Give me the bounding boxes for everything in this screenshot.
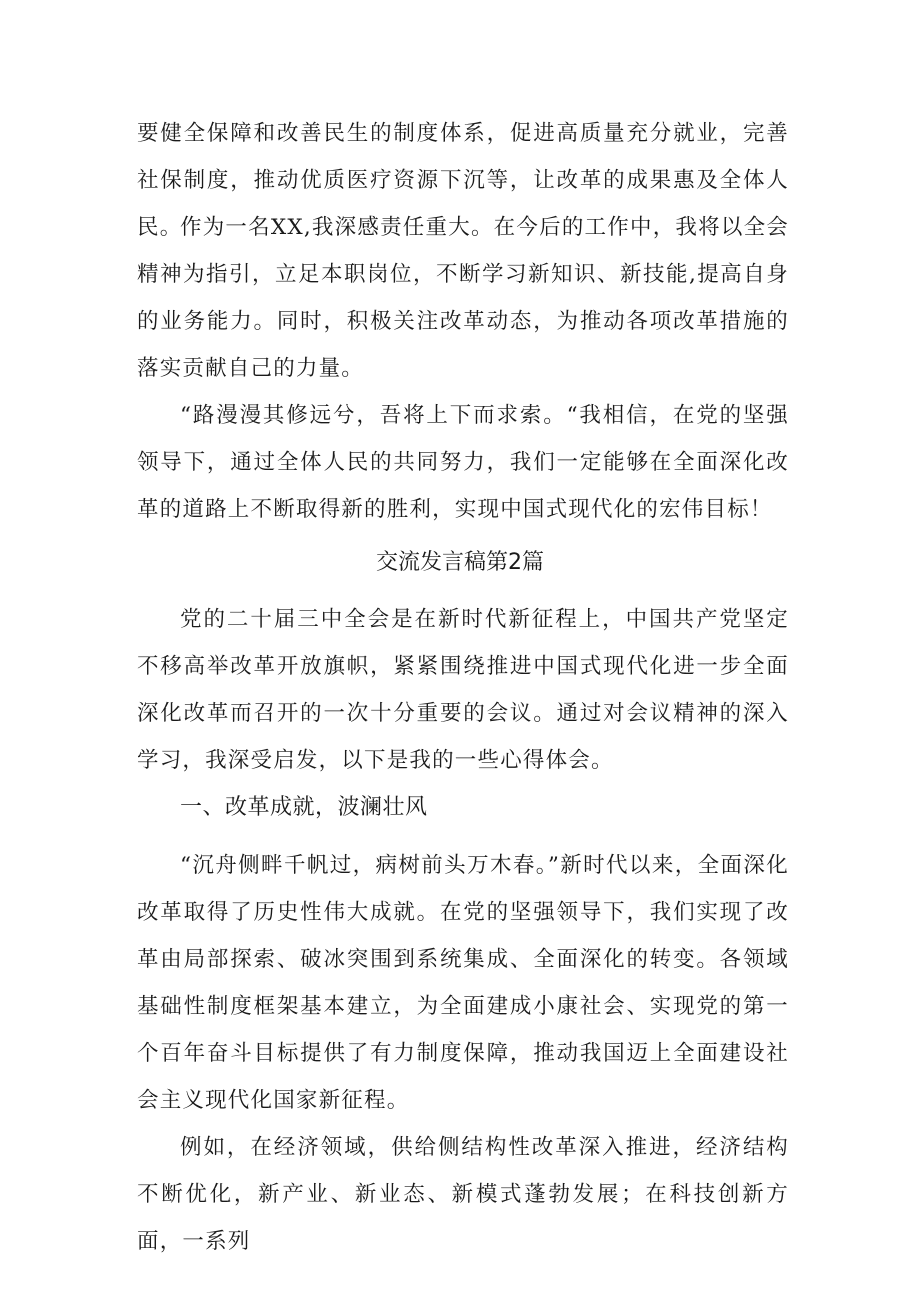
paragraph-reform-history: “沉舟侧畔千帆过，病树前头万木春。”新时代以来，全面深化改革取得了历史性伟大成就。在党的坚强领导下，我们实现了改革由局部探索、破冰突围到系统集成、全面深化的转变。各领域基础性制度框架基本建立，为全面建成小康社会、实现党的第一个百年奋斗目标提供了有力制度保障，推动我国迈上全面建设社会主义现代化国家新征程。 — [137, 853, 789, 1113]
subheading-reform-achievements: 一、改革成就，波澜壮风 — [180, 795, 428, 820]
paragraph-quote-conclusion: “路漫漫其修远兮，吾将上下而求索。“我相信，在党的坚强领导下，通过全体人民的共同努力，我们一定能够在全面深化改革的道路上不断取得新的胜利，实现中国式现代化的宏伟目标！ — [137, 403, 789, 522]
paragraph-section-intro: 党的二十届三中全会是在新时代新征程上，中国共产党坚定不移高举改革开放旗帜，紧紧围绕推进中国式现代化进一步全面深化改革而召开的一次十分重要的会议。通过对会议精神的深入学习，我深受启发，以下是我的一些心得体会。 — [137, 607, 789, 773]
section-title: 交流发言稿第2篇 — [376, 550, 544, 575]
paragraph-personal-responsibility: 作为一名XX,我深感责任重大。在今后的工作中，我将以全会精神为指引，立足本职岗位，不断学习新知识、新技能,提高自身的业务能力。同时，积极关注改革动态，为推动各项改革措施的落实贡献自己的力量。 — [137, 215, 789, 381]
paragraph-livelihood: 要健全保障和改善民生的制度体系，促进高质量充分就业，完善社保制度，推动优质医疗资源下沉等，让改革的成果惠及全体人民。 — [137, 121, 789, 240]
paragraph-economic-example: 例如，在经济领域，供给侧结构性改革深入推进，经济结构不断优化，新产业、新业态、新模式蓬勃发展；在科技创新方面，一系列 — [137, 1135, 789, 1254]
